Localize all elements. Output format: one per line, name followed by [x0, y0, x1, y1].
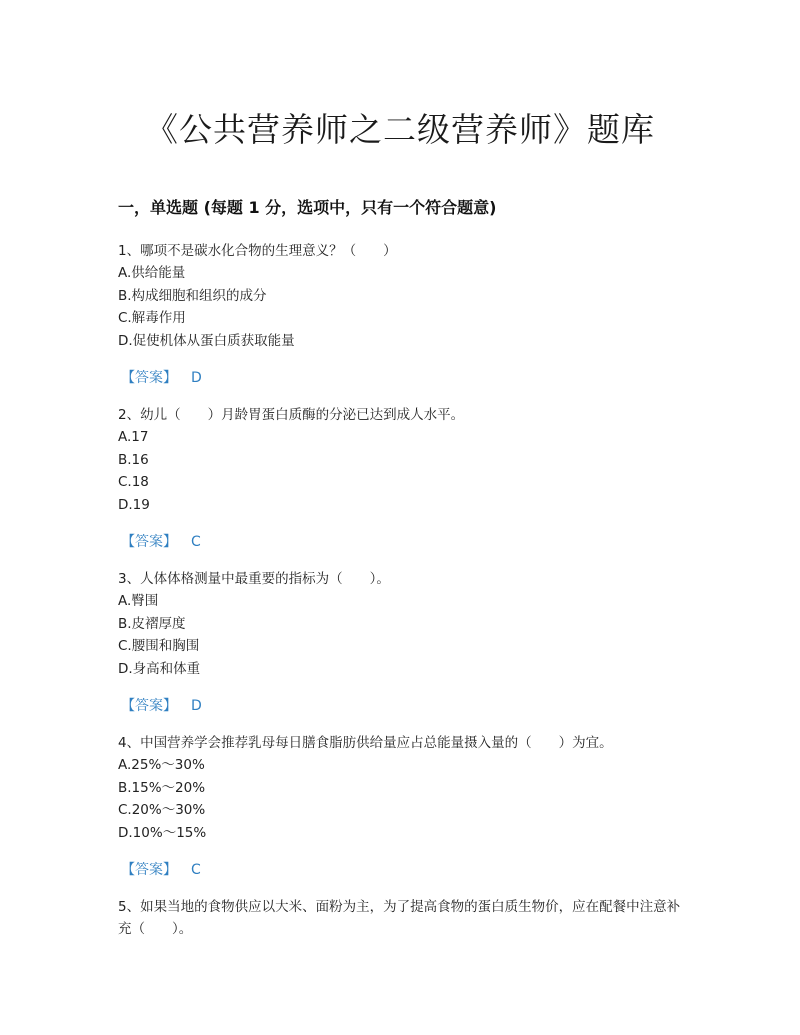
question-option-b: B.16 — [118, 451, 149, 468]
answer-value: D — [191, 370, 202, 386]
question-option-d: D.19 — [118, 496, 150, 513]
question-3 — [118, 568, 688, 717]
answer-value: C — [191, 534, 201, 550]
question-option-b: B.15%～20% — [118, 779, 206, 796]
answer-line — [118, 695, 688, 717]
answer-label: 【答案】 — [121, 862, 177, 878]
answer-line — [118, 367, 688, 389]
question-option-a: A.臀围 — [118, 593, 159, 609]
answer-line — [118, 859, 688, 881]
answer-line — [118, 531, 688, 553]
question-option-a: A.25%～30% — [118, 757, 205, 773]
answer-value: C — [191, 862, 201, 878]
question-stem: 1、哪项不是碳水化合物的生理意义？（ ） — [118, 243, 397, 259]
question-2 — [118, 404, 688, 553]
page-title: 《公共营养师之二级营养师》题库 — [145, 110, 655, 149]
question-option-d: D.促使机体从蛋白质获取能量 — [118, 332, 295, 349]
question-stem: 5、如果当地的食物供应以大米、面粉为主，为了提高食物的蛋白质生物价，应在配餐中注意补充（ ）。 — [118, 899, 681, 937]
question-stem: 4、中国营养学会推荐乳母每日膳食脂肪供给量应占总能量摄入量的（ ）为宜。 — [118, 735, 613, 751]
question-list — [118, 240, 688, 940]
question-option-a: A.供给能量 — [118, 265, 186, 281]
question-option-b: B.皮褶厚度 — [118, 615, 186, 632]
question-option-d: D.身高和体重 — [118, 660, 201, 677]
answer-label: 【答案】 — [121, 534, 177, 550]
question-stem: 3、人体体格测量中最重要的指标为（ ）。 — [118, 571, 390, 587]
question-option-c: C.18 — [118, 474, 149, 490]
question-option-a: A.17 — [118, 429, 149, 445]
question-option-c: C.腰围和胸围 — [118, 638, 200, 654]
question-5 — [118, 896, 688, 940]
question-option-d: D.10%～15% — [118, 824, 207, 841]
question-option-c: C.解毒作用 — [118, 310, 186, 326]
question-1 — [118, 240, 688, 389]
answer-label: 【答案】 — [121, 698, 177, 714]
question-option-c: C.20%～30% — [118, 802, 206, 818]
question-option-b: B.构成细胞和组织的成分 — [118, 287, 267, 304]
question-stem: 2、幼儿（ ）月龄胃蛋白质酶的分泌已达到成人水平。 — [118, 407, 465, 423]
question-4 — [118, 732, 688, 881]
answer-label: 【答案】 — [121, 370, 177, 386]
section-heading: 一，单选题 (每题 1 分，选项中，只有一个符合题意) — [118, 198, 497, 217]
answer-value: D — [191, 698, 202, 714]
